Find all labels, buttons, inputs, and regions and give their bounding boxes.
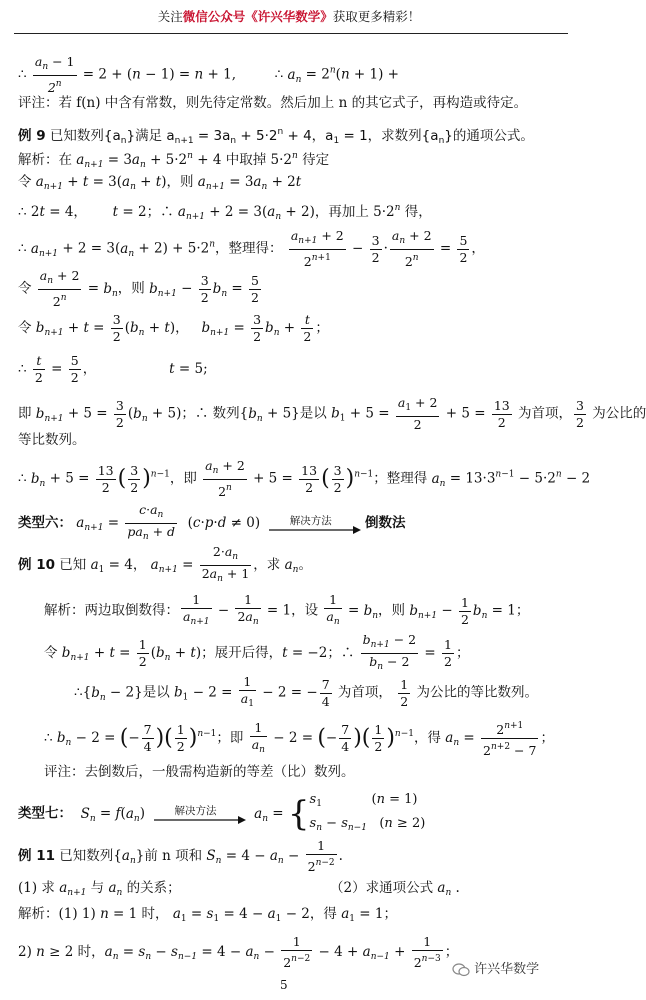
line-12: ∴ $b_n + 5$ = $\frac{13}{2}$ ( $\frac{3}{2}$ )$^{n-1}$，即 $\frac{a_n + 2}{2^n}$ + 5 = $\frac{13}{2}$ ( $\frac{3}{2}$ )$^{n-1}$；整理得 $a_n = 13\cdot 3^{n-1} - 5\cdot 2^n - 2$ <box>18 458 591 499</box>
type-7-row: 类型七： $S_n = f(a_n)$ 解决方法 $a_n$ = { $s_1$ (n = 1) $s_n - s_{n-1}$ (n ≥ 2) <box>18 790 425 838</box>
remark-2: 评注：去倒数后，一般需构造新的等差（比）数列。 <box>44 764 355 780</box>
line-24: 2) n ≥ 2 时，$a_n = s_n - s_{n-1} = 4 - a_n$ − $\frac{1}{2^{n-2}}$ − $4 + a_{n-1}$ + $\frac{1}{2^{n-3}}$ ； <box>18 934 459 970</box>
type-6-label: 类型六： <box>18 515 72 531</box>
question-1: (1) 求 $a_{n+1}$ 与 $a_n$ 的关系； <box>18 880 181 898</box>
watermark-text: 许兴华数学 <box>474 962 540 977</box>
remark-1: 评注：若 f(n) 中含有常数，则先待定常数。然后加上 n 的其它式子，再构造或待定。 <box>18 95 528 111</box>
line-17: $\therefore\{b_n - 2\}$是以 $b_1 - 2$ = $\frac{1}{a_1}$ − 2 = − $\frac{7}{4}$ 为首项， $\frac{1}{2}$ 为公比的等比数列。 <box>74 674 538 709</box>
line-23: 解析：(1) 1) n = 1 时， $a_1 = s_1 = 4 - a_1 - 2$，得 $a_1 = 1$； <box>18 906 397 924</box>
line-11a: 即 $b_{n+1} + 5$ = $\frac{3}{2}$ $(b_n + 5)$；∴ 数列$\{b_n + 5\}$是以 $b_1 + 5$ = $\frac{a_1 + 2}{2}$ + 5 = $\frac{13}{2}$ 为首项， $\frac{3}{2}$ 为公比的 <box>18 395 646 432</box>
line-15: 解析：两边取倒数得： $\frac{1}{a_{n+1}}$ − $\frac{1}{2a_n}$ = 1，设 $\frac{1}{a_n}$ = $b_n$，则 $b_{n+1}$ − $\frac{1}{2}$ $b_n = 1$； <box>44 592 530 627</box>
type-6-result: 倒数法 <box>365 515 406 531</box>
line-10: ∴ $\frac{t}{2}$ = $\frac{5}{2}$ ， t = 5; <box>18 353 208 385</box>
example-11: 例 11 已知数列$\{a_n\}$前 n 项和 $S_n = 4 - a_n$ − $\frac{1}{2^{n-2}}$ . <box>18 838 343 874</box>
page-number: 5 <box>280 978 288 992</box>
page-header <box>0 0 578 34</box>
line-4: 解析：在 $a_{n+1} = 3a_n + 5\cdot 2^n + 4$ 中取掉 $5\cdot 2^n$ 待定 <box>18 151 330 170</box>
line-16: 令 $b_{n+1} + t$ = $\frac{1}{2}$ $(b_n + t)$；展开后得，t = −2；∴ $\frac{b_{n+1} - 2}{b_n - 2}$ = $\frac{1}{2}$ ； <box>44 632 470 672</box>
method-label-7: 解决方法 <box>174 805 217 817</box>
example-9: 例 9 已知数列$\{a_n\}$满足 $a_{n+1} = 3a_n + 5\cdot 2^n + 4$，$a_1 = 1$，求数列$\{a_n\}$的通项公式。 <box>18 127 534 146</box>
type-6-row: 类型六： $a_{n+1}$ = $\frac{c\cdot a_n}{pa_n + d}$ (c·p·d ≠ 0) 解决方法 倒数法 <box>18 502 406 542</box>
header-divider <box>14 33 568 34</box>
header-suffix: 获取更多精彩！ <box>332 9 421 24</box>
example-9-label: 例 9 <box>18 128 46 144</box>
wechat-icon <box>452 963 470 977</box>
line-11b: 等比数列。 <box>18 432 86 448</box>
example-10-label: 例 10 <box>18 557 55 573</box>
example-10: 例 10 已知 $a_1 = 4$， $a_{n+1}$ = $\frac{2\cdot a_n}{2a_n + 1}$ ，求 $a_n$。 <box>18 544 312 584</box>
line-6: ∴ 2t = 4， t = 2；∴ $a_{n+1} + 2 = 3(a_n + 2)$，再加上 $5\cdot 2^n$ 得， <box>18 203 432 222</box>
watermark <box>452 958 539 977</box>
header-highlight: 微信公众号《许兴华数学》 <box>182 9 333 24</box>
line-7: ∴ $a_{n+1} + 2 = 3(a_n + 2) + 5\cdot 2^n$，整理得： $\frac{a_{n+1} + 2}{2^{n+1}}$ − $\frac{3}{2}$ · $\frac{a_n + 2}{2^n}$ = $\frac{5}{2}$ ， <box>18 228 485 269</box>
line-18: ∴ $b_n - 2$ = (− $\frac{7}{4}$ )( $\frac{1}{2}$ )$^{n-1}$；即 $\frac{1}{a_n}$ − 2 = (− $\frac{7}{4}$ )( $\frac{1}{2}$ )$^{n-1}$，得 $a_n$ = $\frac{2^{n+1}}{2^{n+2} - 7}$ ； <box>44 719 554 758</box>
question-2: （2）求通项公式 $a_n$ . <box>330 880 460 898</box>
method-arrow-7 <box>154 803 246 825</box>
line-9: 令 $b_{n+1} + t$ = $\frac{3}{2}$ $(b_n + t)$， $b_{n+1}$ = $\frac{3}{2}$ $b_n$ + $\frac{t}{2}$ ； <box>18 312 329 344</box>
type-7-label: 类型七： <box>18 805 72 822</box>
line-5: 令 $a_{n+1} + t = 3(a_n + t)$，则 $a_{n+1} = 3a_n + 2t$ <box>18 174 302 192</box>
method-arrow <box>269 513 361 535</box>
line-8: 令 $\frac{a_n + 2}{2^n}$ = $b_n$，则 $b_{n+1}$ − $\frac{3}{2}$ $b_n$ = $\frac{5}{2}$ <box>18 268 259 309</box>
header-prefix: 关注 <box>157 9 183 24</box>
example-11-label: 例 11 <box>18 848 55 864</box>
line-1: ∴ $\frac{a_n - 1}{2^n}$ = 2 + (n − 1) = n + 1, ∴ $a_n = 2^n(n + 1)$ + <box>18 54 399 95</box>
method-label-6: 解决方法 <box>289 514 332 527</box>
type-7-cases: $s_1$ (n = 1) $s_n - s_{n-1}$ (n ≥ 2) <box>309 792 426 833</box>
